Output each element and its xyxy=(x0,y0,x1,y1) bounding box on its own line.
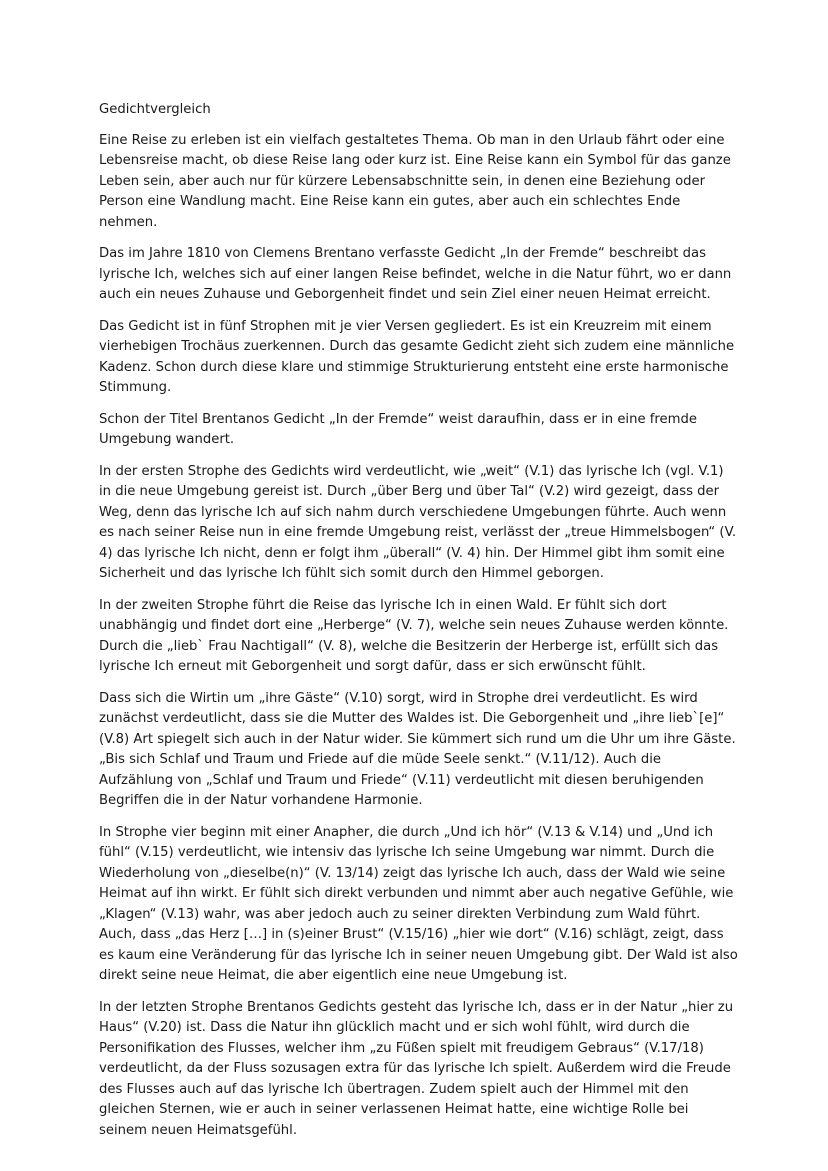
paragraph-form-analysis: Das Gedicht ist in fünf Strophen mit je vier Versen gegliedert. Es ist ein Kreuzreim mit einem vierhebigen Trochäus zuerkennen. Durch das gesamte Gedicht zieht sich zudem eine männliche Kadenz. Schon durch diese klare und stimmige Strukturierung entsteht eine erste harmonische Stimmung. xyxy=(99,318,735,395)
paragraph-stanza-one: In der ersten Strophe des Gedichts wird verdeutlicht, wie „weit“ (V.1) das lyrische Ich (vgl. V.1) in die neue Umgebung gereist ist. Durch „über Berg und über Tal“ (V.2) wird gezeigt, dass der Weg, denn das lyrische Ich auf sich nahm durch verschiedene Umgebungen führte. Auch wenn es nach seiner Reise nun in eine fremde Umgebung reist, verlässt der „treue Himmelsbogen“ (V. 4) das lyrische Ich nicht, denn er folgt ihm „überall“ (V. 4) hin. Der Himmel gibt ihm somit eine Sicherheit und das lyrische Ich fühlt sich somit durch den Himmel geborgen. xyxy=(99,463,737,581)
paragraph-introduction: Eine Reise zu erleben ist ein vielfach gestaltetes Thema. Ob man in den Urlaub fährt oder eine Lebensreise macht, ob diese Reise lang oder kurz ist. Eine Reise kann ein Symbol für das ganze Leben sein, aber auch nur für kürzere Lebensabschnitte sein, in denen eine Beziehung oder Person eine Wandlung macht. Eine Reise kann ein gutes, aber auch ein schlechtes Ende nehmen. xyxy=(99,132,731,230)
paragraph-poem-overview: Das im Jahre 1810 von Clemens Brentano verfasste Gedicht „In der Fremde“ beschreibt das lyrische Ich, welches sich auf einer langen Reise befindet, welche in die Natur führt, wo er dann auch ein neues Zuhause und Geborgenheit findet und sein Ziel einer neuen Heimat erreicht. xyxy=(99,246,732,302)
paragraph-stanza-five: In der letzten Strophe Brentanos Gedichts gesteht das lyrische Ich, dass er in der Natur „hier zu Haus“ (V.20) ist. Dass die Natur ihn glücklich macht und er sich wohl fühlt, wird durch die Personifikation des Flusses, welcher ihm „zu Füßen spielt mit freudigem Gebraus“ (V.17/18) verdeutlicht, da der Fluss sozusagen extra für das lyrische Ich spielt. Außerdem wird die Freude des Flusses auch auf das lyrische Ich übertragen. Zudem spielt auch der Himmel mit den gleichen Sternen, wie er auch in seiner verlassenen Heimat hatte, eine wichtige Rolle bei seinem neuen Heimatsgefühl. xyxy=(99,999,734,1138)
paragraph-stanza-four: In Strophe vier beginn mit einer Anapher, die durch „Und ich hör“ (V.13 & V.14) und „Und ich fühl“ (V.15) verdeutlicht, wie intensiv das lyrische Ich seine Umgebung war nimmt. Durch die Wiederholung von „dieselbe(n)“ (V. 13/14) zeigt das lyrische Ich auch, dass der Wald wie seine Heimat auf ihn wirkt. Er fühlt sich direkt verbunden und nimmt aber auch negative Gefühle, wie „Klagen“ (V.13) wahr, was aber jedoch auch zu seiner direkten Verbindung zum Wald führt. Auch, dass „das Herz […] in (s)einer Brust“ (V.15/16) „hier wie dort“ (V.16) schlägt, zeigt, dass es kaum eine Veränderung für das lyrische Ich in seiner neuen Umgebung gibt. Der Wald ist also direkt seine neue Heimat, die aber eigentlich eine neue Umgebung ist. xyxy=(99,824,738,983)
paragraph-stanza-three: Dass sich die Wirtin um „ihre Gäste“ (V.10) sorgt, wird in Strophe drei verdeutlicht. Es wird zunächst verdeutlicht, dass sie die Mutter des Waldes ist. Die Geborgenheit und „ihre lieb`[e]“ (V.8) Art spiegelt sich auch in der Natur wider. Sie kümmert sich rund um die Uhr um ihre Gäste. „Bis sich Schlaf und Traum und Friede auf die müde Seele senkt.“ (V.11/12). Auch die Aufzählung von „Schlaf und Traum und Friede“ (V.11) verdeutlicht mit diesen beruhigenden Begriffen die in der Natur vorhandene Harmonie. xyxy=(99,690,736,808)
document-title: Gedichtvergleich xyxy=(99,102,211,117)
document-body xyxy=(99,100,739,1152)
paragraph-title-analysis: Schon der Titel Brentanos Gedicht „In der Fremde“ weist daraufhin, dass er in eine fremde Umgebung wandert. xyxy=(99,411,697,447)
paragraph-stanza-two: In der zweiten Strophe führt die Reise das lyrische Ich in einen Wald. Er fühlt sich dort unabhängig und findet dort eine „Herberge“ (V. 7), welche sein neues Zuhause werden könnte. Durch die „lieb` Frau Nachtigall“ (V. 8), welche die Besitzerin der Herberge ist, erfüllt sich das lyrische Ich erneut mit Geborgenheit und sorgt dafür, dass er sich erwünscht fühlt. xyxy=(99,597,729,674)
